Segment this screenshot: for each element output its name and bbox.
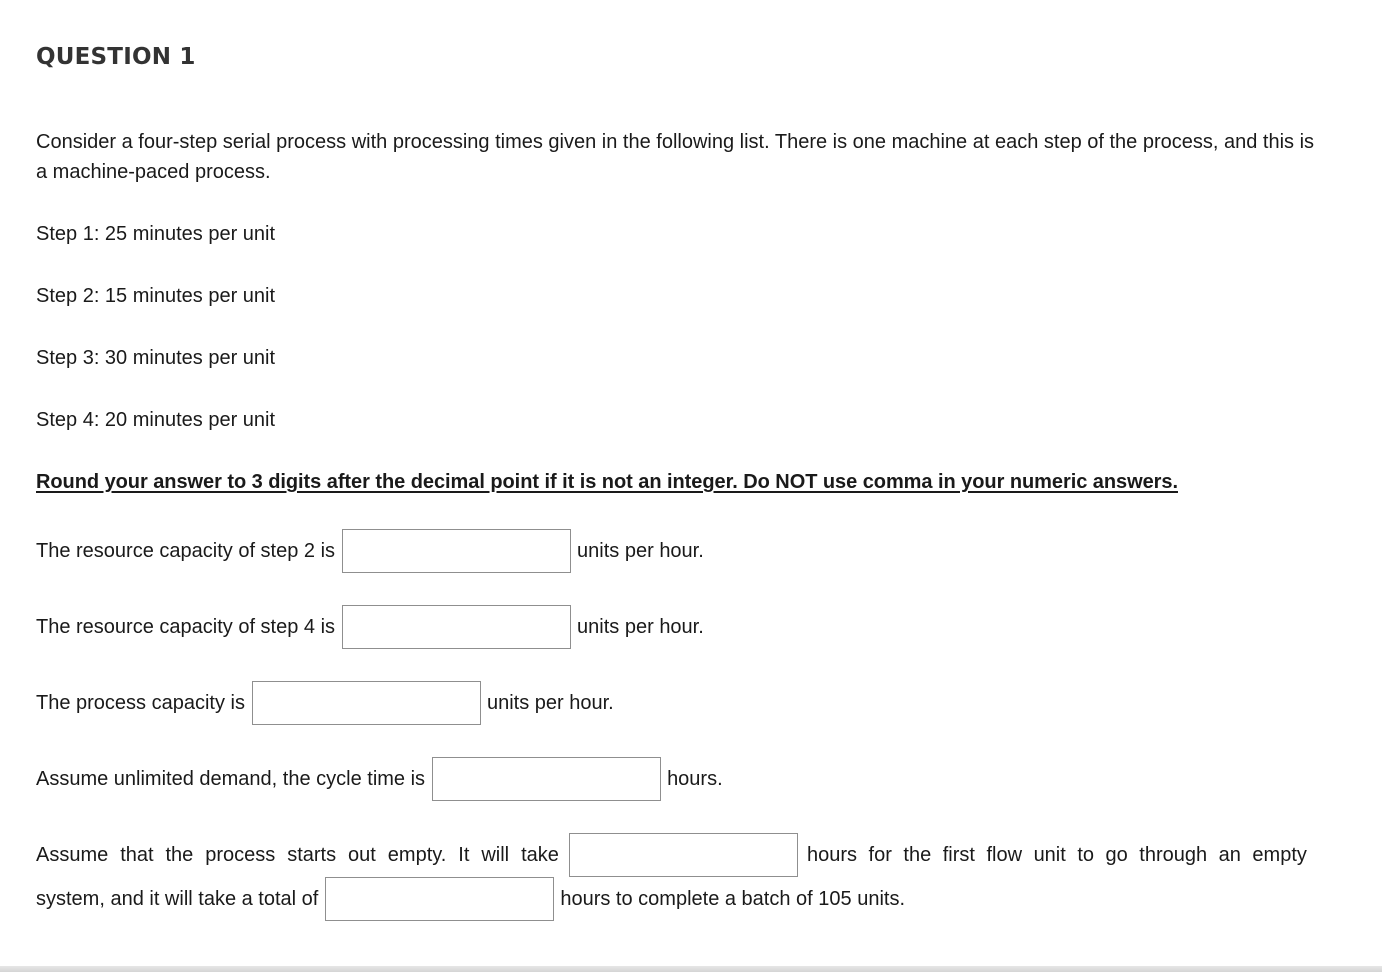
step-3-text: Step 3: 30 minutes per unit xyxy=(36,347,276,369)
flow-time-suffix-word: an xyxy=(1218,843,1241,866)
flow-time-prefix-word: that xyxy=(120,843,154,866)
batch-time-input[interactable] xyxy=(325,877,554,921)
flow-time-suffix-word: empty xyxy=(1252,843,1307,866)
process-capacity-row xyxy=(36,681,614,725)
flow-time-suffix-word: the xyxy=(903,843,932,866)
flow-time-prefix-word: out xyxy=(348,843,376,866)
flow-time-suffix-word: unit xyxy=(1033,843,1066,866)
process-capacity-input[interactable] xyxy=(252,681,481,725)
cycle-time-suffix: hours. xyxy=(667,767,723,790)
step2-capacity-suffix: units per hour. xyxy=(577,539,704,562)
flow-time-input[interactable] xyxy=(569,833,798,877)
flow-time-suffix-line xyxy=(807,833,1307,877)
flow-time-prefix-word: will xyxy=(481,843,510,866)
process-capacity-suffix: units per hour. xyxy=(486,691,614,714)
flow-time-suffix-word: flow xyxy=(986,843,1023,866)
page-bottom-divider xyxy=(0,966,1382,972)
step4-capacity-input[interactable] xyxy=(342,605,571,649)
flow-time-prefix-line xyxy=(36,833,559,877)
step-4-text: Step 4: 20 minutes per unit xyxy=(36,409,276,431)
step4-capacity-row xyxy=(36,605,704,649)
flow-time-prefix-word: process xyxy=(205,843,276,866)
batch-time-suffix: hours to complete a batch of 105 units. xyxy=(560,887,906,910)
flow-time-prefix-word: It xyxy=(458,843,470,866)
step4-capacity-prefix: The resource capacity of step 4 is xyxy=(36,615,336,638)
batch-time-row xyxy=(36,877,905,921)
flow-time-suffix-word: go xyxy=(1105,843,1128,866)
step4-capacity-suffix: units per hour. xyxy=(577,615,704,638)
process-capacity-prefix: The process capacity is xyxy=(36,691,245,714)
step2-capacity-input[interactable] xyxy=(342,529,571,573)
question-intro: Consider a four-step serial process with processing times given in the following list. There is one machine at each step of the process, and this is a machine-paced process. xyxy=(36,131,1315,183)
step2-capacity-row xyxy=(36,529,704,573)
flow-time-prefix-word: take xyxy=(521,843,559,866)
rounding-instruction: Round your answer to 3 digits after the decimal point if it is not an integer. Do NOT use comma in your numeric answers. xyxy=(36,471,1178,493)
flow-time-suffix-word: first xyxy=(942,843,975,866)
flow-time-prefix-word: starts xyxy=(287,843,337,866)
flow-time-suffix-word: for xyxy=(868,843,892,866)
batch-time-prefix: system, and it will take a total of xyxy=(36,887,319,910)
step-1-text: Step 1: 25 minutes per unit xyxy=(36,223,276,245)
flow-time-suffix-word: to xyxy=(1077,843,1095,866)
flow-time-prefix-word: the xyxy=(165,843,194,866)
question-title: QUESTION 1 xyxy=(36,44,196,70)
cycle-time-prefix: Assume unlimited demand, the cycle time is xyxy=(36,767,426,790)
flow-time-prefix-word: Assume xyxy=(36,843,109,866)
flow-time-suffix-word: through xyxy=(1139,843,1208,866)
flow-time-suffix-word: hours xyxy=(807,843,858,866)
cycle-time-row xyxy=(36,757,723,801)
flow-time-prefix-word: empty. xyxy=(387,843,447,866)
step2-capacity-prefix: The resource capacity of step 2 is xyxy=(36,539,336,562)
step-2-text: Step 2: 15 minutes per unit xyxy=(36,285,276,307)
cycle-time-input[interactable] xyxy=(432,757,661,801)
